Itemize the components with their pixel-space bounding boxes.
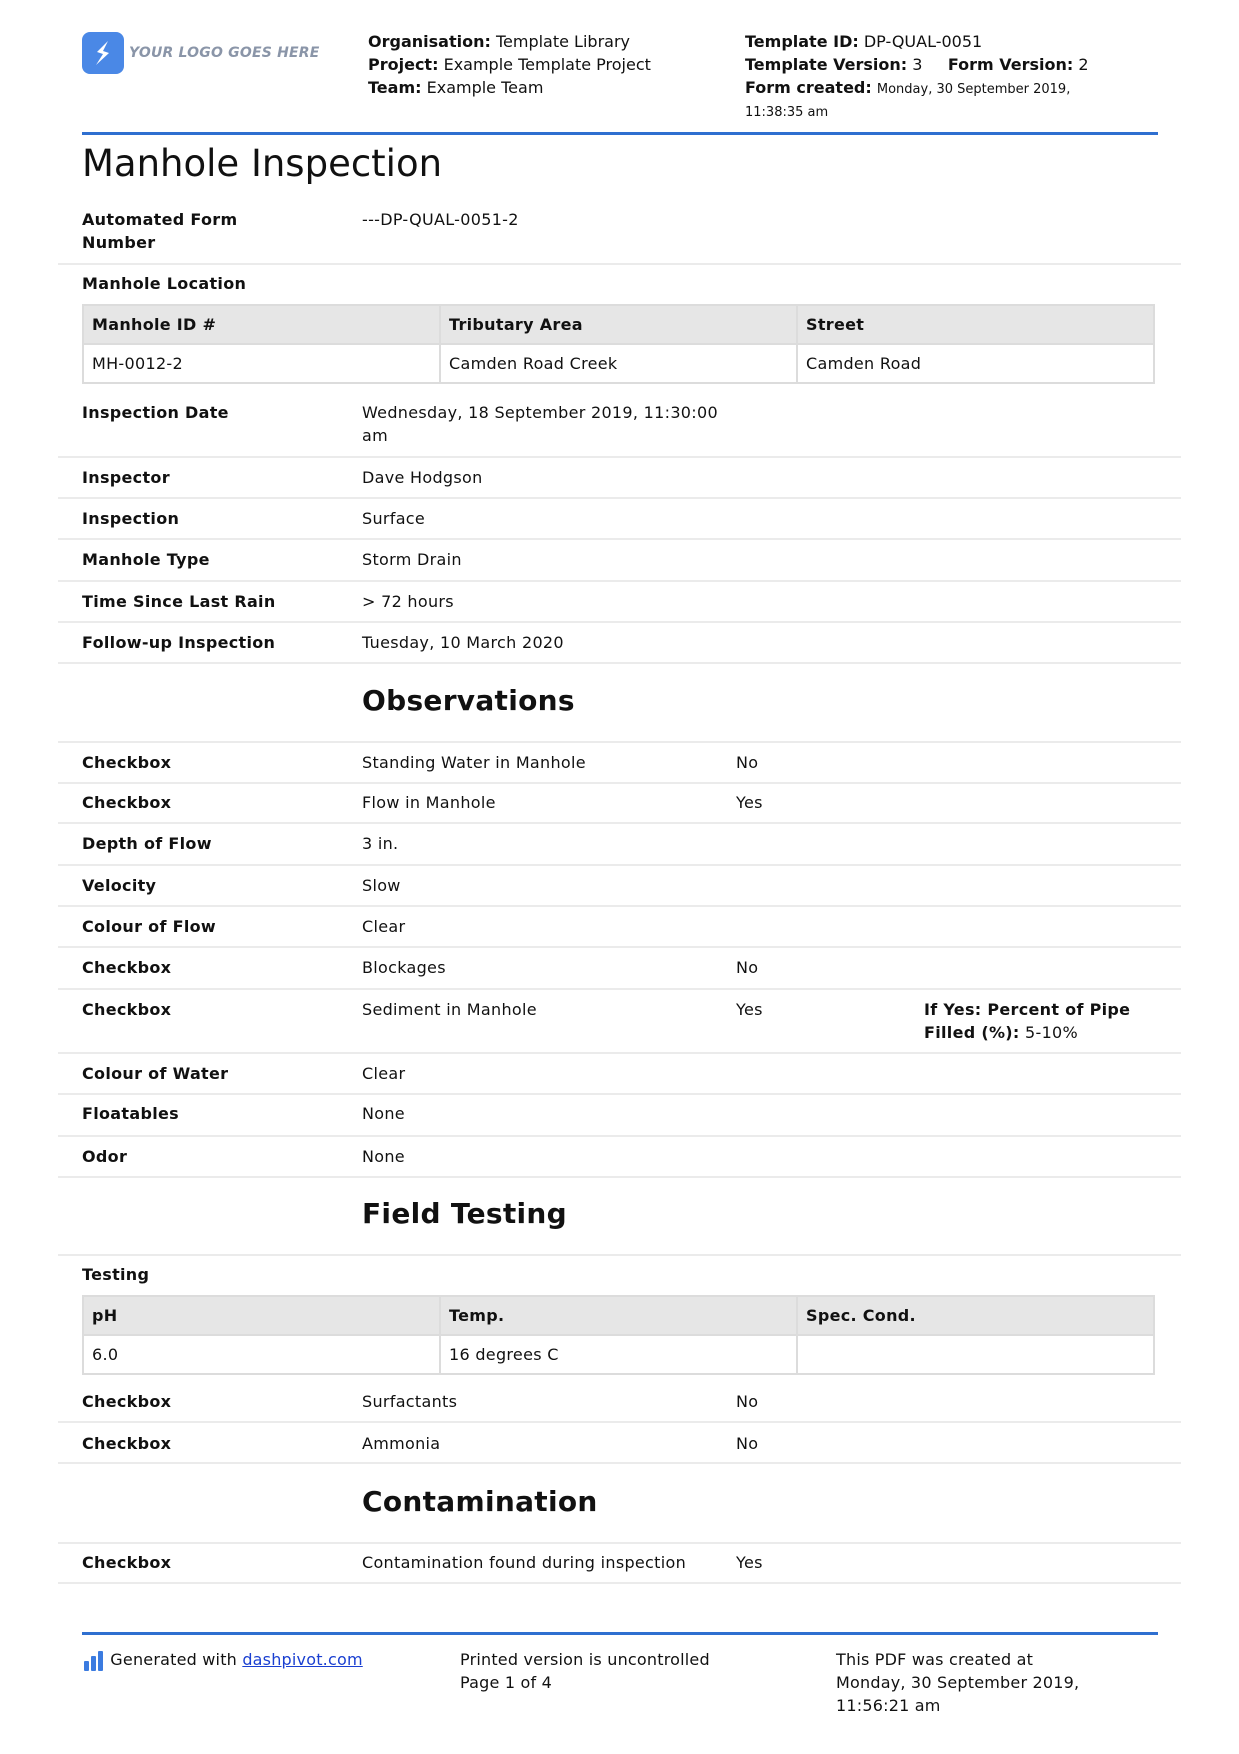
row-divider xyxy=(58,1093,1181,1095)
table-header-manhole-id: Manhole ID # xyxy=(83,305,440,344)
organisation-value: Template Library xyxy=(495,32,630,51)
table-cell-temp: 16 degrees C xyxy=(440,1335,797,1374)
row-divider xyxy=(58,580,1181,582)
follow-up-inspection-value: Tuesday, 10 March 2020 xyxy=(362,633,564,652)
table-header-ph: pH xyxy=(83,1296,440,1335)
surfactants-label: Surfactants xyxy=(362,1392,458,1411)
row-divider xyxy=(58,263,1181,265)
generated-text: Generated with xyxy=(110,1650,238,1669)
percent-filled-value: 5-10% xyxy=(1025,1023,1079,1042)
footer-print-info xyxy=(460,1648,710,1694)
row-divider xyxy=(58,1135,1181,1137)
page-title: Manhole Inspection xyxy=(82,142,443,185)
time-since-last-rain-label: Time Since Last Rain xyxy=(82,592,276,611)
manhole-location-label: Manhole Location xyxy=(82,274,247,293)
row-divider xyxy=(58,741,1181,743)
checkbox-label: Checkbox xyxy=(82,958,172,977)
sediment-percent-filled xyxy=(924,998,1169,1044)
testing-label: Testing xyxy=(82,1265,150,1284)
form-created-label: Form created: xyxy=(745,78,872,97)
flow-in-manhole-label: Flow in Manhole xyxy=(362,793,496,812)
ammonia-answer: No xyxy=(736,1434,759,1453)
table-cell-ph: 6.0 xyxy=(83,1335,440,1374)
standing-water-label: Standing Water in Manhole xyxy=(362,753,586,772)
footer-divider xyxy=(82,1632,1158,1635)
checkbox-label: Checkbox xyxy=(82,1553,172,1572)
uncontrolled-notice: Printed version is uncontrolled xyxy=(460,1650,710,1669)
colour-of-flow-label: Colour of Flow xyxy=(82,917,216,936)
velocity-value: Slow xyxy=(362,876,401,895)
team-value: Example Team xyxy=(426,78,544,97)
form-version-value: 2 xyxy=(1078,55,1089,74)
table-cell-manhole-id: MH-0012-2 xyxy=(83,344,440,383)
row-divider xyxy=(58,538,1181,540)
dashpivot-logo-icon xyxy=(84,1650,105,1669)
colour-of-water-value: Clear xyxy=(362,1064,406,1083)
blockages-answer: No xyxy=(736,958,759,977)
row-divider xyxy=(58,1542,1181,1544)
floatables-value: None xyxy=(362,1104,405,1123)
form-created-time: 11:38:35 am xyxy=(745,105,829,120)
manhole-location-table xyxy=(82,304,1155,384)
table-header-street: Street xyxy=(797,305,1154,344)
header-org-info xyxy=(368,30,651,99)
blockages-label: Blockages xyxy=(362,958,446,977)
inspector-label: Inspector xyxy=(82,468,170,487)
template-id-label: Template ID: xyxy=(745,32,859,51)
automated-form-number-value: ---DP-QUAL-0051-2 xyxy=(362,210,519,229)
sediment-label: Sediment in Manhole xyxy=(362,1000,537,1019)
velocity-label: Velocity xyxy=(82,876,157,895)
dashpivot-link[interactable]: dashpivot.com xyxy=(242,1650,363,1669)
row-divider xyxy=(58,946,1181,948)
form-created-value: Monday, 30 September 2019, xyxy=(876,82,1071,97)
organisation-label: Organisation: xyxy=(368,32,491,51)
header-divider xyxy=(82,132,1158,135)
field-testing-heading: Field Testing xyxy=(362,1197,567,1230)
percent-filled-label-2: Filled (%): xyxy=(924,1023,1020,1042)
logo-text: YOUR LOGO GOES HERE xyxy=(129,45,320,61)
follow-up-inspection-label: Follow-up Inspection xyxy=(82,633,276,652)
checkbox-label: Checkbox xyxy=(82,1434,172,1453)
floatables-label: Floatables xyxy=(82,1104,179,1123)
header-template-info xyxy=(745,30,1165,124)
inspection-value: Surface xyxy=(362,509,426,528)
depth-of-flow-value: 3 in. xyxy=(362,834,399,853)
row-divider xyxy=(58,864,1181,866)
checkbox-label: Checkbox xyxy=(82,793,172,812)
inspection-date-label: Inspection Date xyxy=(82,403,229,422)
project-value: Example Template Project xyxy=(443,55,651,74)
sediment-answer: Yes xyxy=(736,1000,763,1019)
depth-of-flow-label: Depth of Flow xyxy=(82,834,212,853)
project-label: Project: xyxy=(368,55,439,74)
table-header-spec-cond: Spec. Cond. xyxy=(797,1296,1154,1335)
row-divider xyxy=(58,822,1181,824)
table-header-tributary-area: Tributary Area xyxy=(440,305,797,344)
template-version-value: 3 xyxy=(912,55,923,74)
percent-filled-label: If Yes: Percent of Pipe xyxy=(924,1000,1131,1019)
odor-label: Odor xyxy=(82,1147,128,1166)
surfactants-answer: No xyxy=(736,1392,759,1411)
table-header-temp: Temp. xyxy=(440,1296,797,1335)
row-divider xyxy=(58,662,1181,664)
page-number: Page 1 of 4 xyxy=(460,1673,552,1692)
form-version-label: Form Version: xyxy=(947,55,1074,74)
automated-form-number-label: Automated Form Number xyxy=(82,210,238,252)
odor-value: None xyxy=(362,1147,405,1166)
footer-pdf-created: This PDF was created at Monday, 30 September 2019, 11:56:21 am xyxy=(836,1650,1080,1715)
row-divider xyxy=(58,497,1181,499)
row-divider xyxy=(58,1462,1181,1464)
checkbox-label: Checkbox xyxy=(82,753,172,772)
row-divider xyxy=(58,1421,1181,1423)
standing-water-answer: No xyxy=(736,753,759,772)
contamination-found-label: Contamination found during inspection xyxy=(362,1553,687,1572)
inspection-label: Inspection xyxy=(82,509,180,528)
table-cell-street: Camden Road xyxy=(797,344,1154,383)
footer-generated xyxy=(84,1648,363,1671)
table-cell-spec-cond xyxy=(797,1335,1154,1374)
row-divider xyxy=(58,988,1181,990)
manhole-type-label: Manhole Type xyxy=(82,550,210,569)
row-divider xyxy=(58,1582,1181,1584)
row-divider xyxy=(58,621,1181,623)
inspector-value: Dave Hodgson xyxy=(362,468,483,487)
ammonia-label: Ammonia xyxy=(362,1434,441,1453)
checkbox-label: Checkbox xyxy=(82,1000,172,1019)
observations-heading: Observations xyxy=(362,684,575,717)
template-id-value: DP-QUAL-0051 xyxy=(863,32,983,51)
contamination-found-answer: Yes xyxy=(736,1553,763,1572)
team-label: Team: xyxy=(368,78,422,97)
flow-in-manhole-answer: Yes xyxy=(736,793,763,812)
testing-table xyxy=(82,1295,1155,1375)
row-divider xyxy=(58,905,1181,907)
table-cell-tributary-area: Camden Road Creek xyxy=(440,344,797,383)
time-since-last-rain-value: > 72 hours xyxy=(362,592,454,611)
colour-of-water-label: Colour of Water xyxy=(82,1064,229,1083)
manhole-type-value: Storm Drain xyxy=(362,550,462,569)
template-version-label: Template Version: xyxy=(745,55,908,74)
inspection-date-value: Wednesday, 18 September 2019, 11:30:00 am xyxy=(362,403,718,445)
contamination-heading: Contamination xyxy=(362,1485,598,1518)
row-divider xyxy=(58,1052,1181,1054)
logo-icon xyxy=(82,32,124,74)
row-divider xyxy=(58,1176,1181,1178)
row-divider xyxy=(58,456,1181,458)
row-divider xyxy=(58,1254,1181,1256)
colour-of-flow-value: Clear xyxy=(362,917,406,936)
row-divider xyxy=(58,782,1181,784)
checkbox-label: Checkbox xyxy=(82,1392,172,1411)
